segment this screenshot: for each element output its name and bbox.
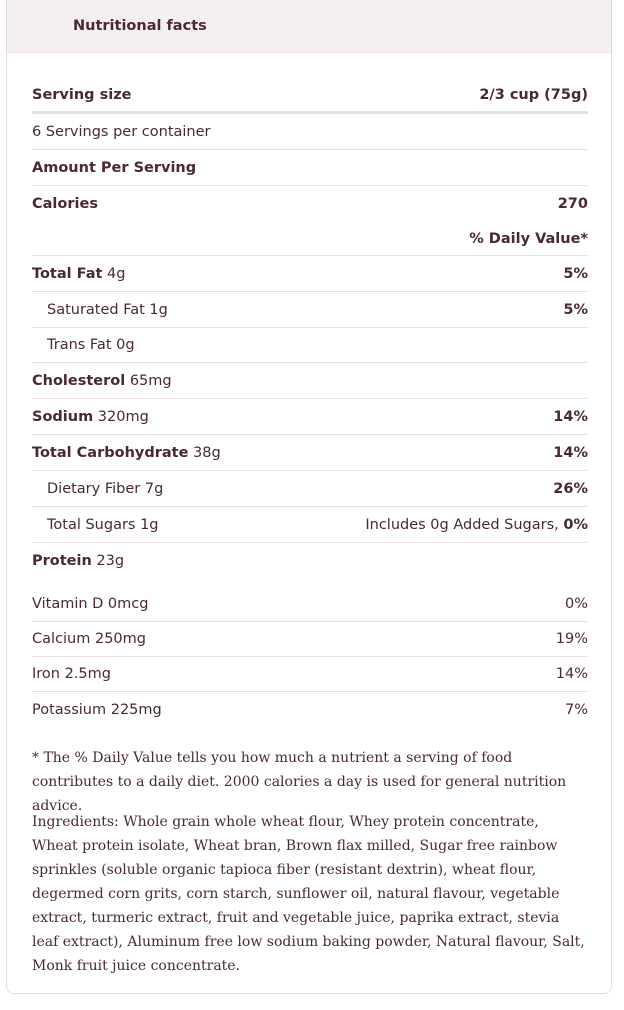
daily-value-header: % Daily Value* [469, 230, 588, 247]
serving-size-row [32, 78, 588, 114]
total-fat-row [32, 256, 588, 292]
cholesterol-cell [32, 373, 172, 389]
added-sugars-text: Includes 0g Added Sugars, [365, 516, 564, 533]
total-carb-cell [32, 445, 221, 461]
vitamin-spacer [32, 579, 588, 587]
ingredients-text: Ingredients: Whole grain whole wheat flour, Whey protein concentrate, Wheat protein isolate, Wheat bran, Brown flax milled, Sugar free rainbow sprinkles (soluble organic tapioca fiber (resistant dextrin), wheat flour, degermed corn grits, corn starch, sunflower oil, natural flavour, vegetable extract, turmeric extract, fruit and vegetable juice, paprika extract, stevia leaf extract), Aluminum free low sodium baking powder, Natural flavour, Salt, Monk fruit juice concentrate. [32, 814, 585, 974]
vitamin-dv: 0% [564, 596, 588, 612]
trans-fat-label: Trans Fat 0g [47, 337, 135, 353]
daily-value-footnote: * The % Daily Value tells you how much a nutrient a serving of food contributes to a daily diet. 2000 calories a day is used for general nutrition advice. [32, 750, 567, 814]
vitamin-dv: 19% [555, 631, 588, 647]
protein-cell [32, 553, 124, 569]
dietary-fiber-row [32, 471, 588, 507]
serving-size-value: 2/3 cup (75g) [479, 86, 588, 103]
sodium-amount: 320mg [93, 408, 149, 425]
total-carb-row [32, 435, 588, 471]
total-sugars-row [32, 507, 588, 543]
panel-header[interactable] [7, 0, 611, 53]
vitamin-row [32, 657, 588, 692]
total-carb-label: Total Carbohydrate [32, 444, 189, 461]
saturated-fat-dv: 5% [563, 301, 588, 318]
calories-row [32, 186, 588, 222]
total-sugars-label: Total Sugars 1g [47, 516, 159, 533]
sodium-cell [32, 409, 149, 425]
protein-amount: 23g [91, 553, 125, 569]
sodium-label: Sodium [32, 408, 94, 425]
sodium-row [32, 399, 588, 435]
nutrition-facts-table [32, 78, 588, 727]
total-fat-amount: 4g [102, 265, 126, 282]
total-carb-dv: 14% [553, 444, 588, 461]
nutrition-panel [6, 0, 612, 994]
vitamin-row [32, 622, 588, 657]
protein-label: Protein [32, 553, 92, 569]
serving-size-label: Serving size [32, 86, 132, 103]
added-sugars-dv: 0% [563, 516, 588, 533]
total-fat-label: Total Fat [32, 265, 103, 282]
vitamin-row [32, 692, 588, 727]
sodium-dv: 14% [553, 408, 588, 425]
cholesterol-row [32, 363, 588, 399]
cholesterol-label: Cholesterol [32, 372, 126, 389]
servings-per-container-row [32, 114, 588, 150]
total-fat-dv: 5% [563, 265, 588, 282]
vitamin-label: Vitamin D 0mcg [32, 596, 149, 612]
vitamin-label: Potassium 225mg [32, 701, 162, 718]
trans-fat-row [32, 328, 588, 363]
protein-row [32, 543, 588, 579]
servings-per-container: 6 Servings per container [32, 123, 211, 140]
calories-label: Calories [32, 196, 98, 212]
total-fat-cell [32, 266, 125, 282]
cholesterol-amount: 65mg [125, 372, 172, 389]
vitamin-dv: 14% [555, 666, 588, 682]
amount-per-serving-row [32, 150, 588, 186]
total-carb-amount: 38g [188, 444, 221, 461]
vitamin-label: Calcium 250mg [32, 631, 146, 647]
dietary-fiber-label: Dietary Fiber 7g [47, 480, 164, 497]
saturated-fat-label: Saturated Fat 1g [47, 301, 168, 318]
amount-per-serving-label: Amount Per Serving [32, 159, 197, 176]
daily-value-header-row [32, 222, 588, 256]
vitamin-row [32, 587, 588, 622]
calories-value: 270 [557, 196, 588, 212]
added-sugars-cell [365, 517, 588, 533]
panel-title: Nutritional facts [73, 18, 207, 34]
saturated-fat-row [32, 292, 588, 328]
dietary-fiber-dv: 26% [553, 480, 588, 497]
vitamin-dv: 7% [564, 701, 588, 718]
vitamin-label: Iron 2.5mg [32, 666, 111, 682]
